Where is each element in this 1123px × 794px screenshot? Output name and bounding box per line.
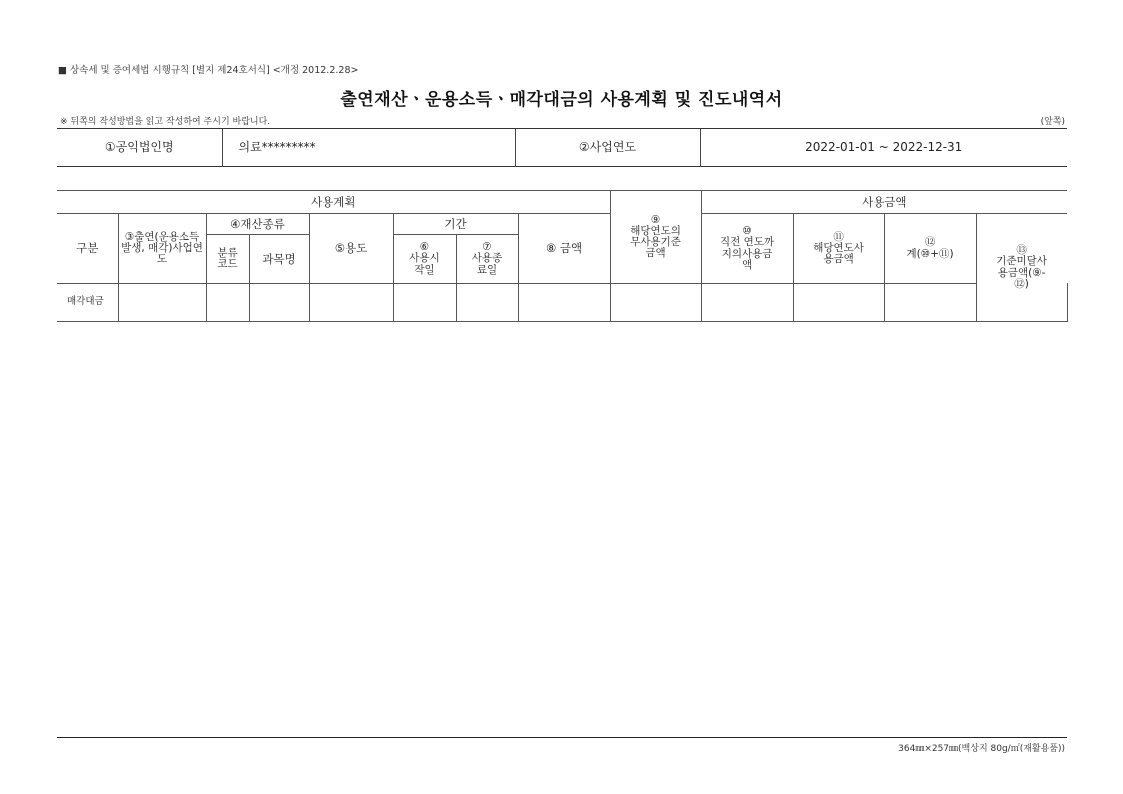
business-year-label: ②사업연도	[515, 129, 700, 167]
row-label: 매각대금	[57, 284, 118, 322]
col-contribution-year-header	[118, 214, 206, 284]
legal-reference: ■ 상속세 및 증여세법 시행규칙 [별지 제24호서식] <개정 2012.2.28>	[58, 65, 359, 76]
col-purpose-header: ⑤용도	[309, 214, 393, 284]
col-period-header: 기간	[393, 214, 518, 235]
col-11-label: 해당연도사용금액	[813, 241, 864, 265]
col-10-label: 직전 연도까지의사용금액	[720, 236, 775, 271]
cell-total[interactable]	[884, 284, 976, 322]
form-title: 출연재산ㆍ운용소득ㆍ매각대금의 사용계획 및 진도내역서	[340, 90, 783, 110]
cell-account-name[interactable]	[249, 284, 309, 322]
col-total-header	[884, 214, 976, 284]
col-obligation-amount-header	[610, 191, 701, 284]
col-7-number: ⑦	[482, 241, 492, 254]
cell-obligation-amount[interactable]	[610, 284, 701, 322]
business-year-value[interactable]: 2022-01-01 ~ 2022-12-31	[700, 129, 1067, 167]
col-shortfall-header	[976, 214, 1067, 322]
cell-start-date[interactable]	[393, 284, 456, 322]
col-category-code-header	[206, 235, 249, 284]
col-4a-label: 분류코드	[217, 246, 238, 270]
cell-prior-usage[interactable]	[701, 284, 793, 322]
cell-category-code[interactable]	[206, 284, 249, 322]
info-table	[57, 128, 1067, 167]
cell-amount[interactable]	[518, 284, 610, 322]
col-12-label: 계(⑩+⑪)	[906, 247, 954, 260]
col-13-number: ⑬	[1016, 244, 1027, 257]
col-current-usage-header	[793, 214, 884, 284]
page-side-label: (앞쪽)	[1040, 117, 1065, 127]
table-row	[57, 284, 1067, 322]
col-end-date-header	[456, 235, 518, 284]
col-gubun-header: 구분	[57, 214, 118, 284]
col-12-number: ⑫	[924, 236, 936, 249]
col-11-number: ⑪	[833, 230, 844, 243]
col-3-label: ③출연(운용소득 발생, 매각)사업연도	[121, 230, 203, 265]
col-start-date-header	[393, 235, 456, 284]
col-10-number: ⑩	[742, 225, 752, 238]
col-6-label: 사용시작일	[409, 252, 440, 276]
cell-contribution-year[interactable]	[118, 284, 206, 322]
cell-current-usage[interactable]	[793, 284, 884, 322]
corp-name-label: ①공익법인명	[104, 139, 174, 154]
col-amount-header: ⑧ 금액	[518, 214, 610, 284]
col-13-label: 기준미달사용금액(⑨-⑫)	[996, 255, 1047, 290]
cell-purpose[interactable]	[309, 284, 393, 322]
instruction-note: ※ 뒤쪽의 작성방법을 읽고 작성하여 주시기 바랍니다.	[60, 117, 271, 127]
col-7-label: 사용종료일	[471, 252, 503, 276]
col-prior-usage-header	[701, 214, 793, 284]
col-9-label: 해당연도의무사용기준금액	[630, 224, 681, 260]
paper-spec: 364㎜×257㎜(백상지 80g/㎡(재활용품))	[898, 744, 1065, 754]
col-6-number: ⑥	[419, 241, 430, 254]
bottom-rule	[57, 737, 1067, 738]
usage-plan-group-header: 사용계획	[57, 191, 610, 214]
col-account-name-header: 과목명	[249, 235, 309, 284]
col-property-type-header: ④재산종류	[206, 214, 309, 235]
usage-plan-table	[57, 190, 1067, 322]
col-9-number: ⑨	[650, 213, 661, 226]
usage-amount-group-header: 사용금액	[701, 191, 1067, 214]
cell-end-date[interactable]	[456, 284, 518, 322]
corp-name-value[interactable]: 의료*********	[222, 129, 515, 167]
